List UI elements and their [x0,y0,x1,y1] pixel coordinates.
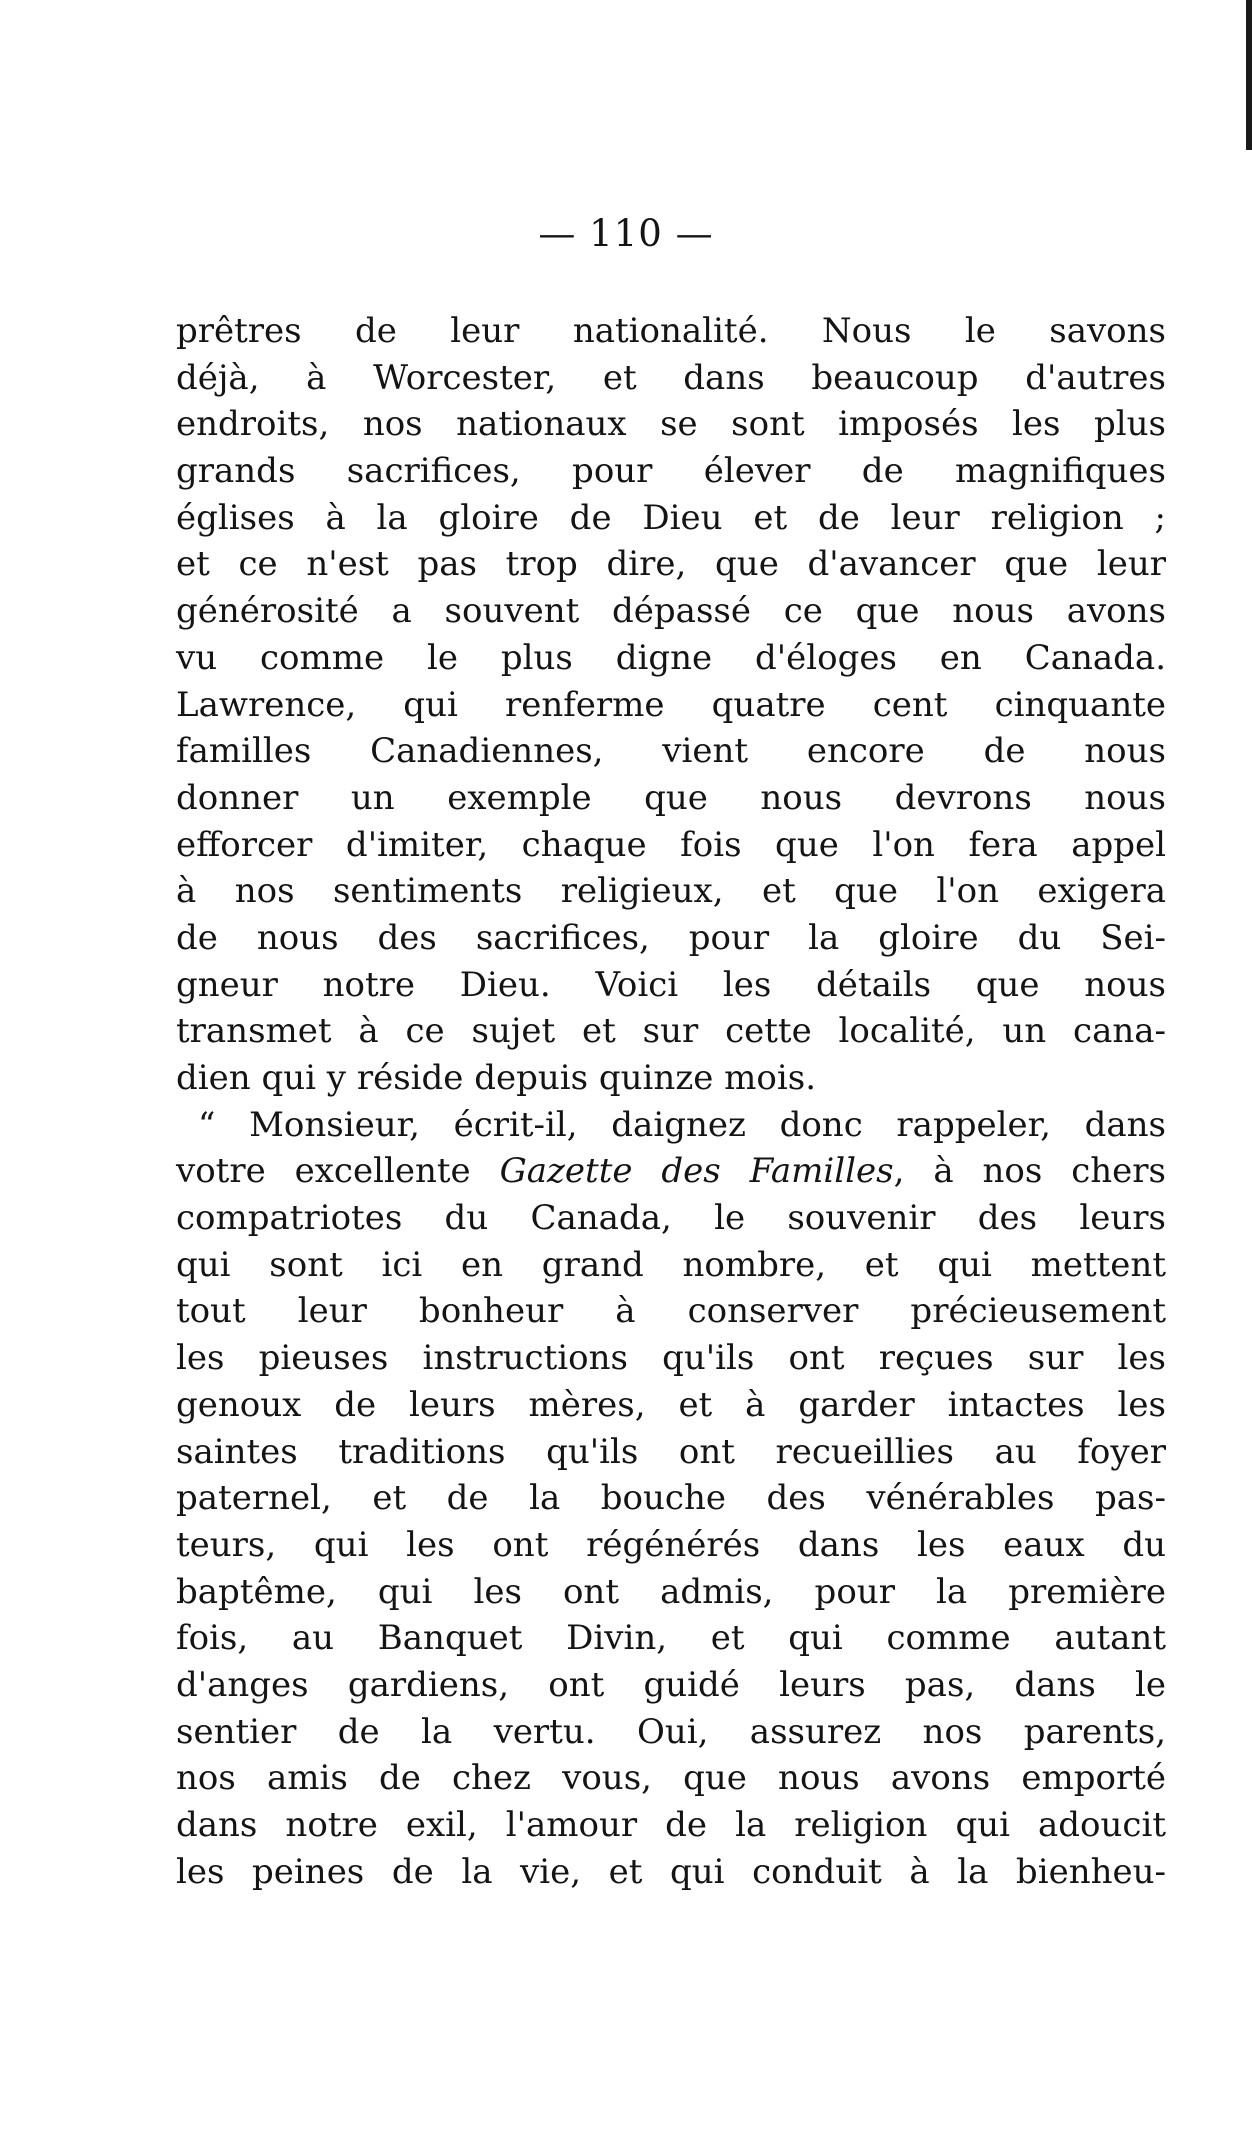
text-line: saintes traditions qu'ils ont recueillies au foyer [176,1431,1166,1472]
text-line: compatriotes du Canada, le souvenir des leurs [176,1198,1166,1239]
text-line: familles Canadiennes, vient encore de nous [176,731,1166,772]
text-fragment: votre excellente [176,1151,471,1192]
text-line: endroits, nos nationaux se sont imposés les plus [176,404,1166,445]
text-line: les pieuses instructions qu'ils ont reçues sur les [176,1338,1166,1379]
text-line: fois, au Banquet Divin, et qui comme autant [176,1618,1166,1659]
text-line-with-italic [176,1148,1166,1195]
text-line: gneur notre Dieu. Voici les détails que nous [176,964,1166,1005]
text-line: qui sont ici en grand nombre, et qui mettent [176,1244,1166,1285]
text-line: donner un exemple que nous devrons nous [176,777,1166,818]
text-line: nos amis de chez vous, que nous avons emporté [176,1758,1166,1799]
text-line: vu comme le plus digne d'éloges en Canada. [176,637,1166,678]
text-line: efforcer d'imiter, chaque fois que l'on fera appel [176,824,1166,865]
text-line: déjà, à Worcester, et dans beaucoup d'autres [176,357,1166,398]
gazette-title-italic: Gazette des Familles [499,1151,894,1192]
text-line: sentier de la vertu. Oui, assurez nos parents, [176,1711,1166,1752]
text-line: églises à la gloire de Dieu et de leur religion ; [176,497,1166,538]
text-line: à nos sentiments religieux, et que l'on exigera [176,871,1166,912]
page-number: — 110 — [538,212,714,255]
text-line: de nous des sacrifices, pour la gloire du Sei- [176,917,1166,958]
text-line: prêtres de leur nationalité. Nous le savons [176,311,1166,351]
page-edge-rule [1246,0,1252,150]
text-line: “ Monsieur, écrit-il, daignez donc rappeler, dans [198,1104,1166,1145]
text-line: transmet à ce sujet et sur cette localité, un cana- [176,1011,1166,1052]
text-line: et ce n'est pas trop dire, que d'avancer que leur [176,544,1166,585]
text-line: les peines de la vie, et qui conduit à la bienheu- [176,1851,1166,1892]
text-line: teurs, qui les ont régénérés dans les eaux du [176,1524,1166,1565]
text-line: dien qui y réside depuis quinze mois. [176,1058,817,1098]
text-line: tout leur bonheur à conserver précieusement [176,1291,1166,1332]
text-line: dans notre exil, l'amour de la religion qui adoucit [176,1805,1166,1845]
text-line: genoux de leurs mères, et à garder intactes les [176,1384,1166,1425]
body-text [176,308,1166,1895]
text-line: Lawrence, qui renferme quatre cent cinquante [176,684,1166,725]
text-line: générosité a souvent dépassé ce que nous avons [176,591,1166,632]
text-line: paternel, et de la bouche des vénérables pas- [176,1478,1166,1519]
text-line: baptême, qui les ont admis, pour la première [176,1571,1166,1612]
text-fragment: , à nos chers [893,1151,1167,1192]
text-line: grands sacrifices, pour élever de magnifiques [176,451,1166,492]
text-line: d'anges gardiens, ont guidé leurs pas, dans le [176,1664,1166,1705]
